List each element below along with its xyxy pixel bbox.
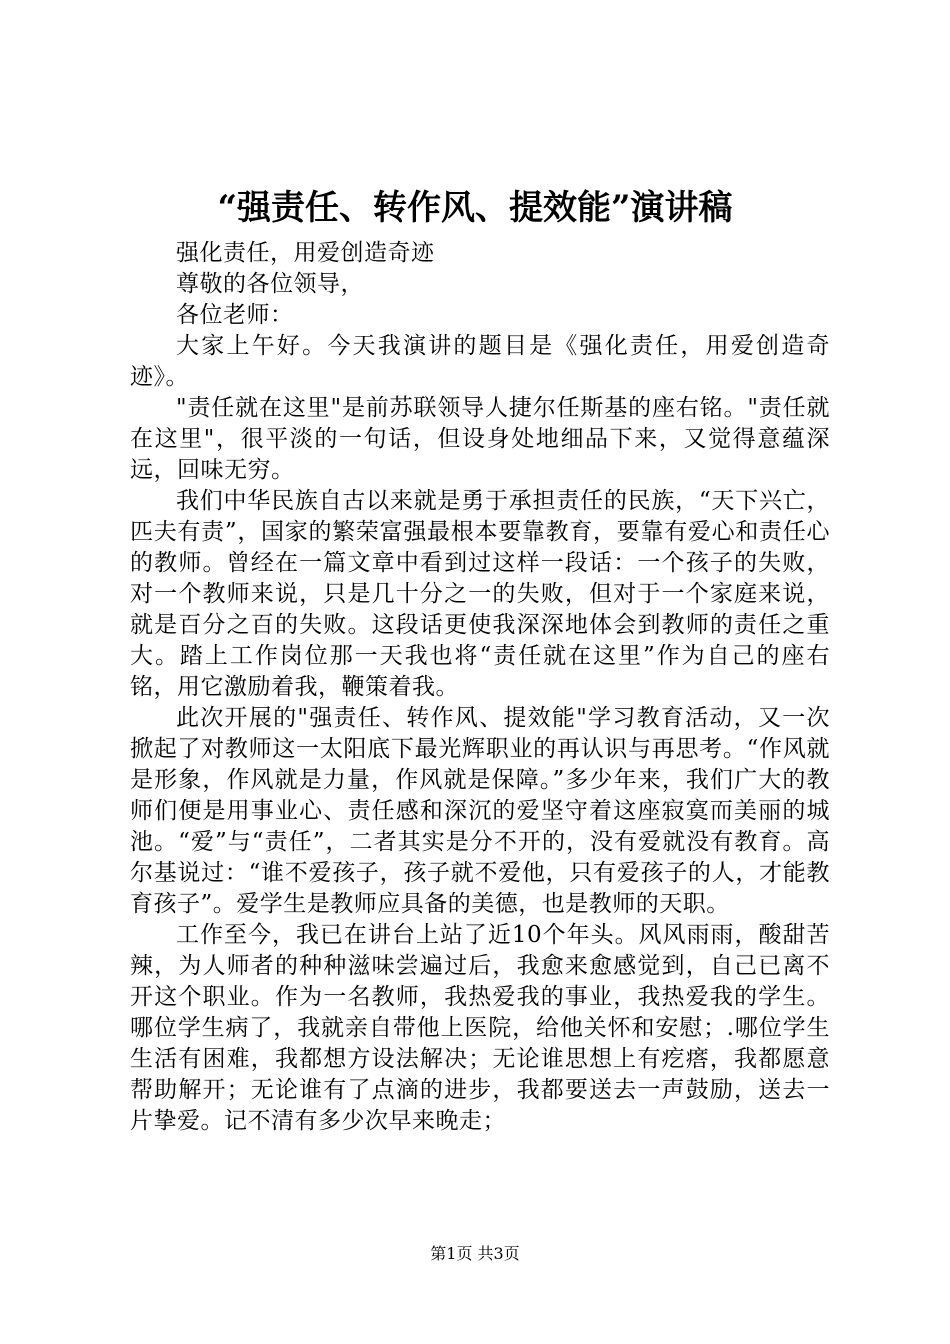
document-body (130, 238, 830, 1137)
page-indicator: 第1页 共3页 (430, 1244, 520, 1263)
paragraph-subtitle: 强化责任，用爱创造奇迹 (176, 240, 435, 266)
document-title: “强责任、转作风、提效能”演讲稿 (217, 188, 733, 228)
paragraph-motto: "责任就在这里"是前苏联领导人捷尔任斯基的座右铭。"责任就在这里"，很平淡的一句话，但设身处地细品下来，又觉得意蕴深远，回味无穷。 (130, 395, 830, 483)
paragraph-salutation-teachers: 各位老师： (176, 302, 294, 328)
paragraph-activity: 此次开展的"强责任、转作风、提效能"学习教育活动，又一次掀起了对教师这一太阳底下最光辉职业的再认识与再思考。“作风就是形象，作风就是力量，作风就是保障。”多少年来，我们广大的教师们便是用事业心、责任感和深沉的爱坚守着这座寂寞而美丽的城池。“爱”与“责任”，二者其实是分不开的，没有爱就没有教育。高尔基说过：“谁不爱孩子，孩子就不爱他，只有爱孩子的人，才能教育孩子”。爱学生是教师应具备的美德，也是教师的天职。 (130, 705, 830, 917)
paragraph-responsibility: 我们中华民族自古以来就是勇于承担责任的民族，“天下兴亡，匹夫有责”，国家的繁荣富强最根本要靠教育，要靠有爱心和责任心的教师。曾经在一篇文章中看到过这样一段话：一个孩子的失败，对一个教师来说，只是几十分之一的失败，但对于一个家庭来说，就是百分之百的失败。这段话更使我深深地体会到教师的责任之重大。踏上工作岗位那一天我也将“责任就在这里”作为自己的座右铭，用它激励着我，鞭策着我。 (130, 488, 830, 700)
paragraph-salutation-leaders: 尊敬的各位领导， (176, 271, 364, 297)
paragraph-experience: 工作至今，我已在讲台上站了近10个年头。风风雨雨，酸甜苦辣，为人师者的种种滋味尝遍过后，我愈来愈感觉到，自己已离不开这个职业。作为一名教师，我热爱我的事业，我热爱我的学生。哪位学生病了，我就亲自带他上医院，给他关怀和安慰；.哪位学生生活有困难，我都想方设法解决；无论谁思想上有疙瘩，我都愿意帮助解开；无论谁有了点滴的进步，我都要送去一声鼓励，送去一片挚爱。记不清有多少次早来晚走； (130, 922, 830, 1134)
paragraph-opening: 大家上午好。今天我演讲的题目是《强化责任，用爱创造奇迹》。 (130, 333, 830, 390)
